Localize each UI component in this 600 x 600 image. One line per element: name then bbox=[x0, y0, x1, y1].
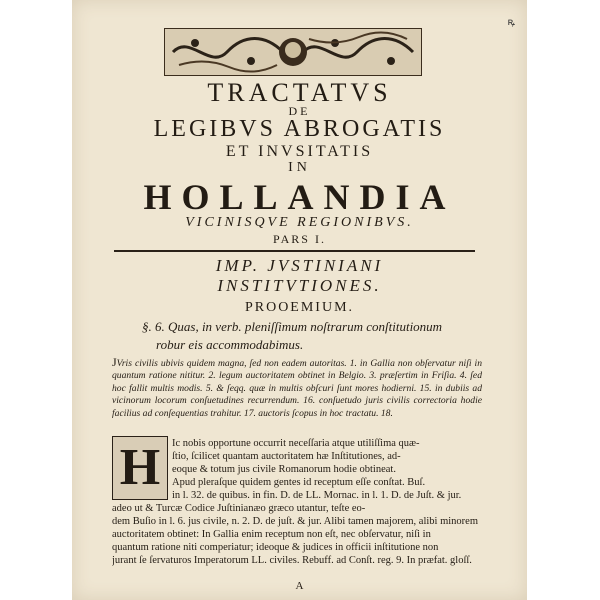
citation-line-2: robur eis accommodabimus. bbox=[156, 337, 304, 352]
signature-mark: A bbox=[295, 580, 304, 592]
summary-text: Vris civilis ubivis quidem magna, ſed non eadem autoritas. 1. in Gallia non obſervatur niſi in quantum ratione nititur. 2. legum auctoritatem obtinet in Belgio. 3. præſertim in Friſia. 4. ſed hoc fallit multis modis. 5. & ſeqq. quæ in multis obſcuri ſunt mores hodierni. 15. in dubiis ad vicinorum locorum conſuetudines recurrendum. 16. conſuetudo juris civilis correctoria hodie facilius ad conſequentias trahitur. 17. auctoris ſcopus in hoc tractatu. 18. bbox=[112, 358, 482, 419]
title-line-3: LEGIBVS ABROGATIS bbox=[153, 116, 446, 142]
title-line-6: HOLLANDIA bbox=[143, 177, 456, 217]
body-line-7: dem Buſio in l. 6. jus civile, n. 2. D. de juſt. & jur. Alibi tamen majorem, alibi minorem bbox=[112, 516, 478, 527]
title-line-5: IN bbox=[288, 160, 311, 175]
body-line-8: auctoritatem obtinet: In Gallia enim receptum non eſt, nec obſervatur, niſi in bbox=[112, 529, 431, 540]
body-line-10: jurant ſe ſervaturos Imperatorum LL. civiles. Rebuff. ad Conſt. reg. 9. In præfat. gloſſ. bbox=[112, 555, 472, 566]
body-line-4: Apud pleraſque quidem gentes id receptum eſſe conſtat. Buſ. bbox=[172, 477, 426, 488]
title-line-1: TRACTATVS bbox=[207, 78, 392, 107]
heading-line-1: IMP. JVSTINIANI bbox=[215, 256, 384, 275]
body-line-3: eoque & totum jus civile Romanorum hodie obtineat. bbox=[172, 464, 396, 475]
body-line-5: in l. 32. de quibus. in fin. D. de LL. Mornac. in l. 1. D. de Juſt. & jur. bbox=[172, 490, 462, 501]
summary-initial: J bbox=[112, 355, 117, 369]
section-citation bbox=[142, 318, 462, 354]
body-line-6: adeo ut & Turcæ Codice Juſtinianæo græco utantur, teſte eo- bbox=[112, 503, 366, 514]
dropcap-initial bbox=[112, 436, 168, 500]
section-rule bbox=[114, 250, 475, 252]
body-line-2: ſtio, ſcilicet quantam auctoritatem hæ Inſtitutiones, ad- bbox=[172, 451, 401, 462]
heading-line-2: INSTITVTIONES. bbox=[217, 276, 382, 295]
dropcap-letter: H bbox=[119, 439, 161, 496]
body-line-9: quantum ratione niti comperiatur; ideoque & judices in officii inſtitutione non bbox=[112, 542, 439, 553]
headpiece-ornament bbox=[164, 28, 422, 76]
title-line-7: VICINISQVE REGIONIBVS. bbox=[185, 215, 414, 230]
citation-line-1: §. 6. Quas, in verb. pleniſſimum noſtrarum conſtitutionum bbox=[142, 319, 443, 334]
title-line-2: DE bbox=[288, 104, 311, 118]
book-page bbox=[72, 0, 527, 600]
title-line-4: ET INVSITATIS bbox=[225, 143, 374, 160]
body-line-1: Ic nobis opportune occurrit neceſſaria atque utiliſſima quæ- bbox=[172, 438, 420, 449]
title-line-8: PARS I. bbox=[273, 232, 326, 246]
corner-mark: ꝶ bbox=[507, 17, 515, 28]
section-title: PROOEMIUM. bbox=[244, 300, 355, 315]
summary-paragraph bbox=[112, 356, 482, 420]
